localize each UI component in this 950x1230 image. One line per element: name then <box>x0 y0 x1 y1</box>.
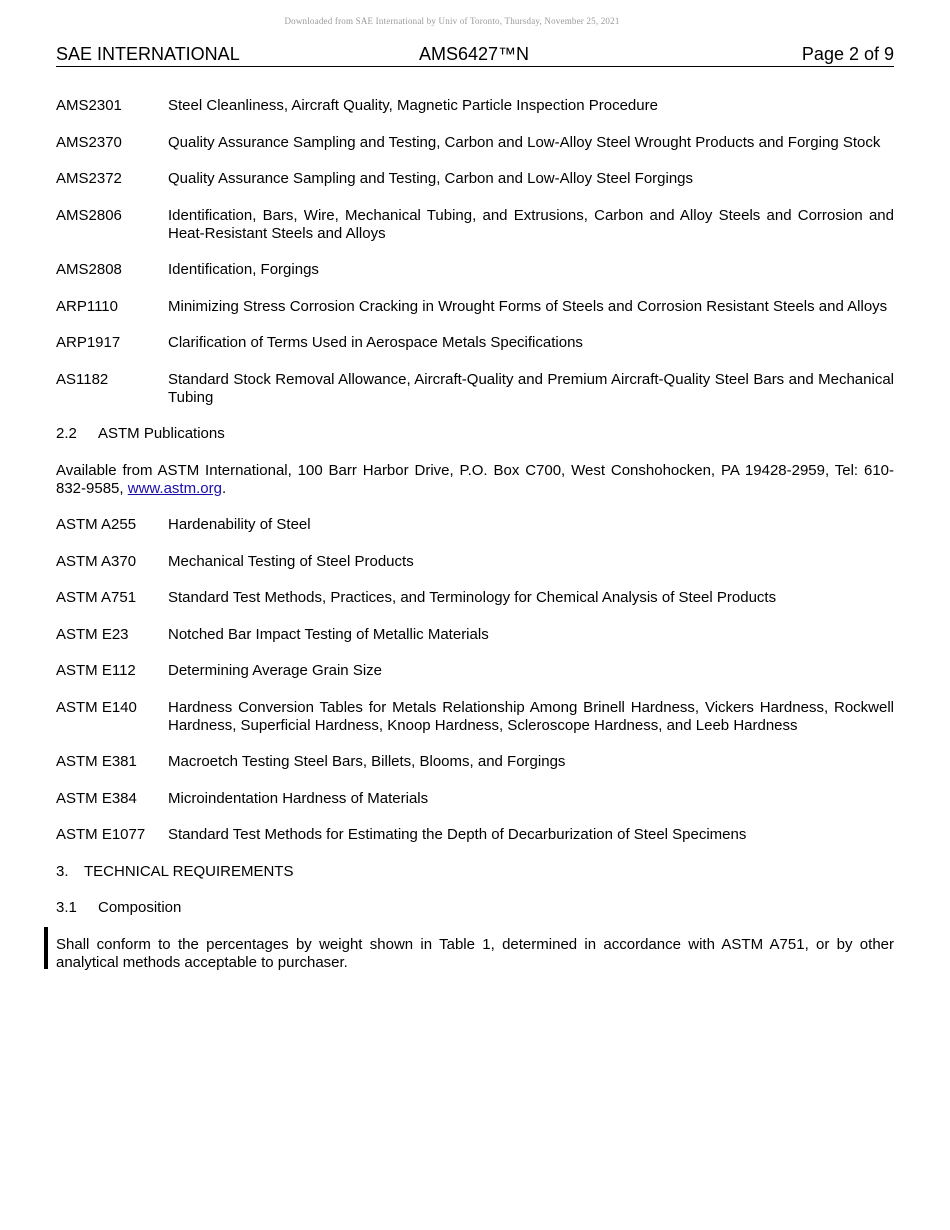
reference-code: ASTM A255 <box>56 516 137 533</box>
section-heading-technical-requirements <box>56 863 894 881</box>
reference-item <box>56 790 894 808</box>
reference-code: AMS2372 <box>56 170 122 187</box>
document-body <box>56 97 894 990</box>
astm-availability-paragraph <box>56 462 894 498</box>
section-heading-astm <box>56 425 894 443</box>
reference-title: Hardness Conversion Tables for Metals Relationship Among Brinell Hardness, Vickers Hardness, Rockwell Hardness, Superficial Hardness, Knoop Hardness, Scleroscope Hardness, and Leeb Hardness <box>168 698 894 734</box>
section-title: Composition <box>98 899 182 916</box>
section-number: 3. <box>56 862 69 880</box>
reference-code: AMS2301 <box>56 97 122 114</box>
availability-end: . <box>221 479 227 497</box>
availability-text: Available from ASTM International, 100 Barr Harbor Drive, P.O. Box C700, West Conshohocken, PA 19428-2959, Tel: 610-832-9585, <box>56 461 894 497</box>
reference-title: Quality Assurance Sampling and Testing, Carbon and Low-Alloy Steel Forgings <box>168 170 694 187</box>
reference-title: Determining Average Grain Size <box>168 662 382 679</box>
reference-code: AMS2808 <box>56 261 122 278</box>
header-organization: SAE INTERNATIONAL <box>56 44 240 64</box>
reference-item <box>56 170 894 188</box>
download-watermark: Downloaded from SAE International by Univ of Toronto, Thursday, November 25, 2021 <box>284 16 620 26</box>
reference-title: Mechanical Testing of Steel Products <box>168 552 414 570</box>
reference-title: Steel Cleanliness, Aircraft Quality, Magnetic Particle Inspection Procedure <box>168 97 658 114</box>
reference-item <box>56 699 894 735</box>
reference-code: AMS2370 <box>56 133 122 151</box>
reference-code: ASTM A370 <box>56 552 137 570</box>
reference-code: ASTM E140 <box>56 698 137 716</box>
astm-website-link[interactable]: www.astm.org <box>127 479 222 497</box>
reference-title: Hardenability of Steel <box>168 516 311 533</box>
reference-item <box>56 97 894 115</box>
section-title: ASTM Publications <box>98 425 225 442</box>
reference-item <box>56 298 894 316</box>
reference-title: Quality Assurance Sampling and Testing, Carbon and Low-Alloy Steel Wrought Products and Forging Stock <box>168 133 881 151</box>
page-header <box>56 44 894 67</box>
reference-code: ASTM A751 <box>56 589 137 606</box>
reference-code: ASTM E1077 <box>56 826 146 843</box>
reference-title: Macroetch Testing Steel Bars, Billets, Blooms, and Forgings <box>168 753 566 770</box>
reference-item <box>56 207 894 243</box>
reference-item <box>56 662 894 680</box>
reference-item <box>56 626 894 644</box>
reference-code: ASTM E23 <box>56 625 129 643</box>
reference-title: Standard Test Methods for Estimating the Depth of Decarburization of Steel Specimens <box>168 826 747 843</box>
reference-title: Clarification of Terms Used in Aerospace Metals Specifications <box>168 334 583 351</box>
reference-item <box>56 826 894 844</box>
header-page-number: Page 2 of 9 <box>801 44 894 64</box>
reference-title: Identification, Forgings <box>168 261 319 278</box>
reference-code: ARP1917 <box>56 334 121 351</box>
reference-title: Identification, Bars, Wire, Mechanical Tubing, and Extrusions, Carbon and Alloy Steels and Corrosion and Heat-Resistant Steels and Alloys <box>168 206 894 242</box>
section-title: TECHNICAL REQUIREMENTS <box>84 862 294 880</box>
reference-code: AS1182 <box>56 370 109 388</box>
composition-paragraph: Shall conform to the percentages by weight shown in Table 1, determined in accordance with ASTM A751, or by other analytical methods acceptable to purchaser. <box>56 935 894 971</box>
reference-code: ARP1110 <box>56 297 118 315</box>
reference-item <box>56 134 894 152</box>
reference-item <box>56 753 894 771</box>
section-number: 3.1 <box>56 899 77 916</box>
reference-item <box>56 589 894 607</box>
revision-bar <box>44 927 48 969</box>
reference-title: Minimizing Stress Corrosion Cracking in Wrought Forms of Steels and Corrosion Resistant Steels and Alloys <box>168 297 888 315</box>
reference-title: Notched Bar Impact Testing of Metallic Materials <box>168 625 489 643</box>
reference-code: ASTM E384 <box>56 789 137 807</box>
reference-title: Microindentation Hardness of Materials <box>168 789 429 807</box>
reference-item <box>56 516 894 534</box>
header-document-id: AMS6427™N <box>419 44 530 64</box>
reference-title: Standard Test Methods, Practices, and Terminology for Chemical Analysis of Steel Products <box>168 589 777 606</box>
section-number: 2.2 <box>56 425 77 442</box>
reference-item <box>56 261 894 279</box>
reference-item <box>56 334 894 352</box>
composition-paragraph-wrapper <box>56 936 894 972</box>
reference-code: ASTM E112 <box>56 662 136 679</box>
reference-item <box>56 553 894 571</box>
reference-code: AMS2806 <box>56 206 122 224</box>
section-heading-composition <box>56 899 894 917</box>
reference-item <box>56 371 894 407</box>
reference-title: Standard Stock Removal Allowance, Aircraft-Quality and Premium Aircraft-Quality Steel Bars and Mechanical Tubing <box>168 370 894 406</box>
reference-code: ASTM E381 <box>56 753 137 770</box>
